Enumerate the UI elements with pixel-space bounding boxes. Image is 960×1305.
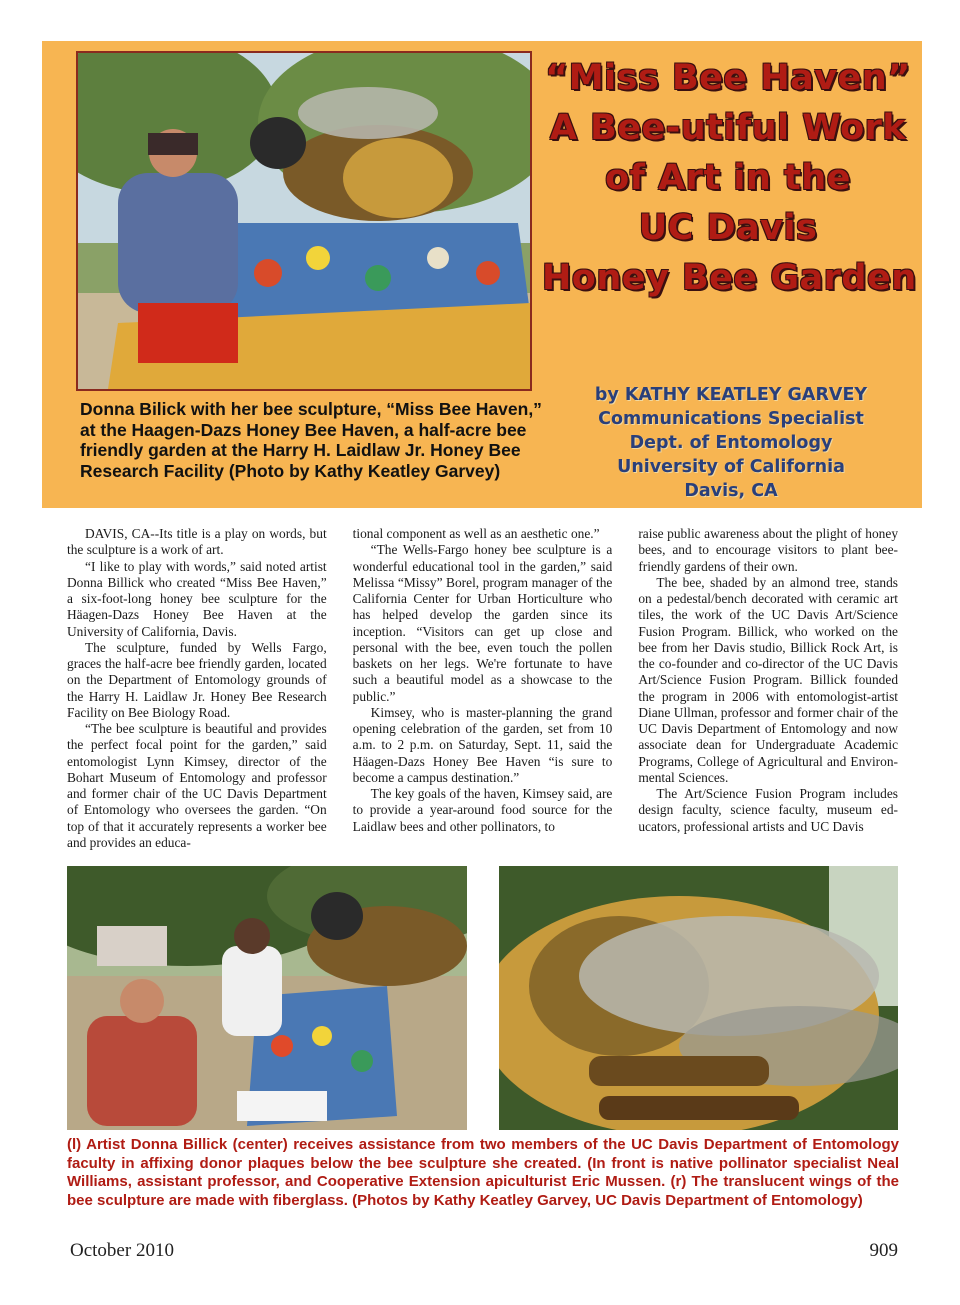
paragraph: The key goals of the haven, Kimsey said, are to provide a year-around food source for the Laidlaw bees and other pollinators, to (352, 786, 613, 834)
title-line: Honey Bee Garden (542, 258, 917, 298)
paragraph: raise public awareness about the plight of honey bees, and to encourage visitors to plant bee-friendly gardens of their own. (638, 526, 899, 574)
article-column-3 (638, 526, 898, 854)
paragraph: The sculpture, funded by Wells Fargo, graces the half-acre bee friendly garden, located on the Department of Entomology grounds of the Harry H. Laidlaw Jr. Honey Bee Research Facility on Bee Biology Road. (67, 639, 327, 720)
header-banner (42, 41, 922, 508)
title-line: “Miss Bee Haven” (545, 58, 911, 98)
photo-left-illustration (67, 866, 467, 1130)
article-column-2 (353, 526, 613, 854)
title-line: of Art in the (605, 158, 851, 198)
issue-date: October 2010 (70, 1240, 174, 1261)
hero-photo-caption: Donna Bilick with her bee sculpture, “Miss Bee Haven,” at the Haagen-Dazs Honey Bee Haven, a half-acre bee friendly garden at the Harry H. Laidlaw Jr. Honey Bee Research Facility (Photo by Kathy Keatley Garvey) (80, 399, 542, 481)
photo-right-illustration (499, 866, 898, 1130)
author-byline (562, 383, 900, 503)
paragraph: “The Wells-Fargo honey bee sculpture is a wonderful educational tool in the garden,” said Melissa “Missy” Borel, program manager of the California Center for Urban Horticulture who has helped develop the garden since its inception. “Visitors can get up close and personal with the bee, even touch the pollen baskets on her legs. We're fortunate to have such a beautiful model as a showcase to the public.” (352, 542, 613, 704)
photo-bee-wings-closeup (499, 866, 898, 1130)
paragraph: The Art/Science Fusion Program includes design faculty, science faculty, museum educators, professional artists and UC Davis (638, 786, 899, 834)
paragraph: “The bee sculpture is beautiful and provides the perfect focal point for the garden,” said entomologist Lynn Kimsey, director of the Bohart Museum of Entomology and professor and former chair of the UC Davis Department of Entomology who oversees the garden. “On top of that it accurately represents a worker bee and provides an educa- (67, 721, 327, 850)
photos-caption: (l) Artist Donna Billick (center) receives assistance from two members of the UC Davis Department of Entomology faculty in affixing donor plaques below the bee sculpture she created. (In front is native pollinator specialist Neal Williams, assistant professor, and Cooperative Extension apiculturist Eric Mussen. (r) The translucent wings of the bee sculpture are made with fiberglass. (Photos by Kathy Keatley Garvey, UC Davis Department of Entomology) (67, 1136, 899, 1209)
article-title (542, 53, 917, 303)
title-line: A Bee-utiful Work (549, 108, 907, 148)
byline-line: University of California (617, 457, 845, 477)
article-body (67, 526, 898, 854)
photo-donor-plaques (67, 866, 467, 1130)
title-line: UC Davis (638, 208, 818, 248)
hero-photo-illustration (78, 53, 530, 389)
byline-line: by KATHY KEATLEY GARVEY (594, 385, 868, 405)
article-column-1 (67, 526, 327, 854)
paragraph: The bee, shaded by an almond tree, stands on a pedestal/bench decorated with ceramic art tiles, the work of the UC Davis Art/Science Fusion Program. Billick, who worked on the bee from her Davis studio, Billick Rock Art, is the co-founder and co-director of the UC Davis Art/Science Fusion Program. Billick founded the program in 2006 with entomologist-artist Diane Ullman, professor and former chair of the UC Davis Department of Entomology and now associate dean for Undergraduate Academic Programs, College of Agricultural and Environmental Sciences. (638, 574, 899, 785)
paragraph: Kimsey, who is master-planning the grand opening celebration of the garden, set from 10 a.m. to 2 p.m. on Saturday, Sept. 11, said the Häagen-Dazs Honey Bee Haven “is sure to become a campus destination.” (352, 704, 613, 785)
byline-line: Communications Specialist (598, 409, 864, 429)
byline-line: Davis, CA (684, 481, 778, 501)
paragraph: DAVIS, CA--Its title is a play on words, but the sculpture is a work of art. (67, 526, 327, 558)
paragraph: “I like to play with words,” said noted artist Donna Billick who created “Miss Bee Haven,” a six-foot-long honey bee sculpture for the Häagen-Dazs Honey Bee Haven at the University of California, Davis. (67, 558, 327, 639)
hero-photo-artist-with-bee-sculpture (76, 51, 532, 391)
byline-line: Dept. of Entomology (629, 433, 833, 453)
paragraph: tional component as well as an aesthetic one.” (352, 526, 600, 541)
page-number: 909 (869, 1240, 898, 1261)
